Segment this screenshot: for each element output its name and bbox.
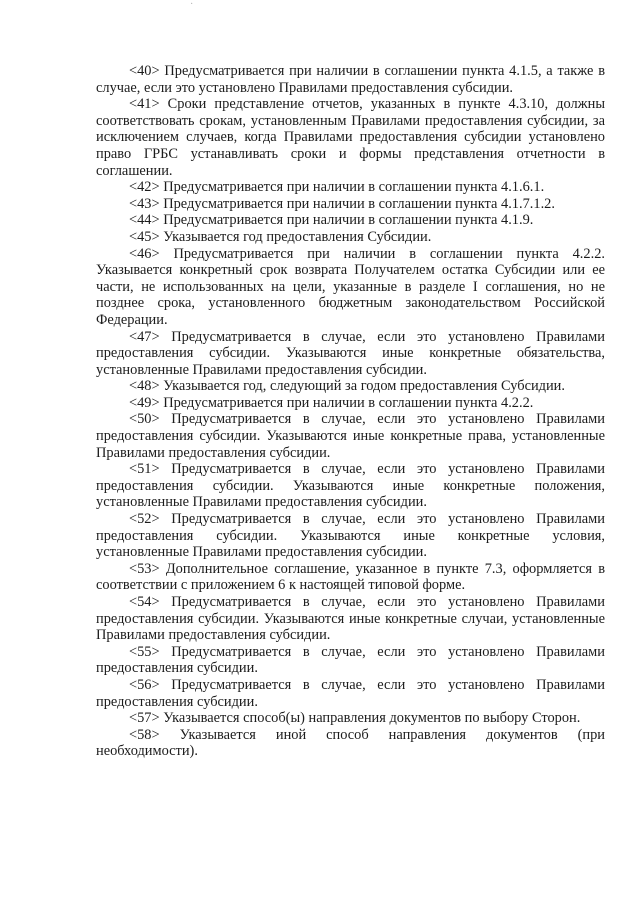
scan-mark: ·	[190, 0, 194, 10]
footnote-49: <49> Предусматривается при наличии в соглашении пункта 4.2.2.	[129, 394, 534, 411]
footnote-41: <41> Сроки представление отчетов, указанных в пункте 4.3.10, должны соответствовать срокам, установленным Правилами предоставления субсидии, за исключением случаев, когда Правилами предоставления субсидии установлено право ГРБС устанавливать сроки и формы представления отчетности в соглашении.	[96, 96, 605, 179]
footnote-47: <47> Предусматривается в случае, если это установлено Правилами предоставления субсидии. Указываются иные конкретные обязательства, установленные Правилами предоставления субсидии.	[96, 328, 605, 378]
footnote-48: <48> Указывается год, следующий за годом предоставления Субсидии.	[129, 378, 565, 395]
footnote-50: <50> Предусматривается в случае, если это установлено Правилами предоставления субсидии. Указываются иные конкретные права, установленные Правилами предоставления субсидии.	[96, 411, 605, 461]
footnote-57: <57> Указывается способ(ы) направления документов по выбору Сторон.	[129, 710, 581, 727]
footnote-46: <46> Предусматривается при наличии в соглашении пункта 4.2.2. Указывается конкретный срок возврата Получателем остатка Субсидии или ее части, не использованных на цели, указанные в разделе I соглашения, но не позднее срока, установленного бюджетным законодательством Российской Федерации.	[96, 245, 605, 328]
footnote-45: <45> Указывается год предоставления Субсидии.	[129, 228, 432, 245]
footnote-43: <43> Предусматривается при наличии в соглашении пункта 4.1.7.1.2.	[129, 195, 555, 212]
footnote-51: <51> Предусматривается в случае, если это установлено Правилами предоставления субсидии. Указываются иные конкретные положения, установленные Правилами предоставления субсидии.	[96, 461, 605, 511]
footnotes-list	[96, 63, 605, 760]
footnote-53: <53> Дополнительное соглашение, указанное в пункте 7.3, оформляется в соответствии с приложением 6 к настоящей типовой форме.	[96, 560, 605, 594]
footnote-54: <54> Предусматривается в случае, если это установлено Правилами предоставления субсидии. Указываются иные конкретные случаи, установленные Правилами предоставления субсидии.	[96, 594, 605, 644]
footnote-55: <55> Предусматривается в случае, если это установлено Правилами предоставления субсидии.	[96, 643, 605, 677]
footnote-58: <58> Указывается иной способ направления документов (при необходимости).	[96, 726, 605, 760]
footnote-40: <40> Предусматривается при наличии в соглашении пункта 4.1.5, а также в случае, если это установлено Правилами предоставления субсидии.	[96, 63, 605, 96]
footnote-52: <52> Предусматривается в случае, если это установлено Правилами предоставления субсидии. Указываются иные конкретные условия, установленные Правилами предоставления субсидии.	[96, 511, 605, 561]
footnote-42: <42> Предусматривается при наличии в соглашении пункта 4.1.6.1.	[129, 179, 545, 196]
footnote-44: <44> Предусматривается при наличии в соглашении пункта 4.1.9.	[129, 212, 534, 229]
footnote-56: <56> Предусматривается в случае, если это установлено Правилами предоставления субсидии.	[96, 676, 605, 710]
